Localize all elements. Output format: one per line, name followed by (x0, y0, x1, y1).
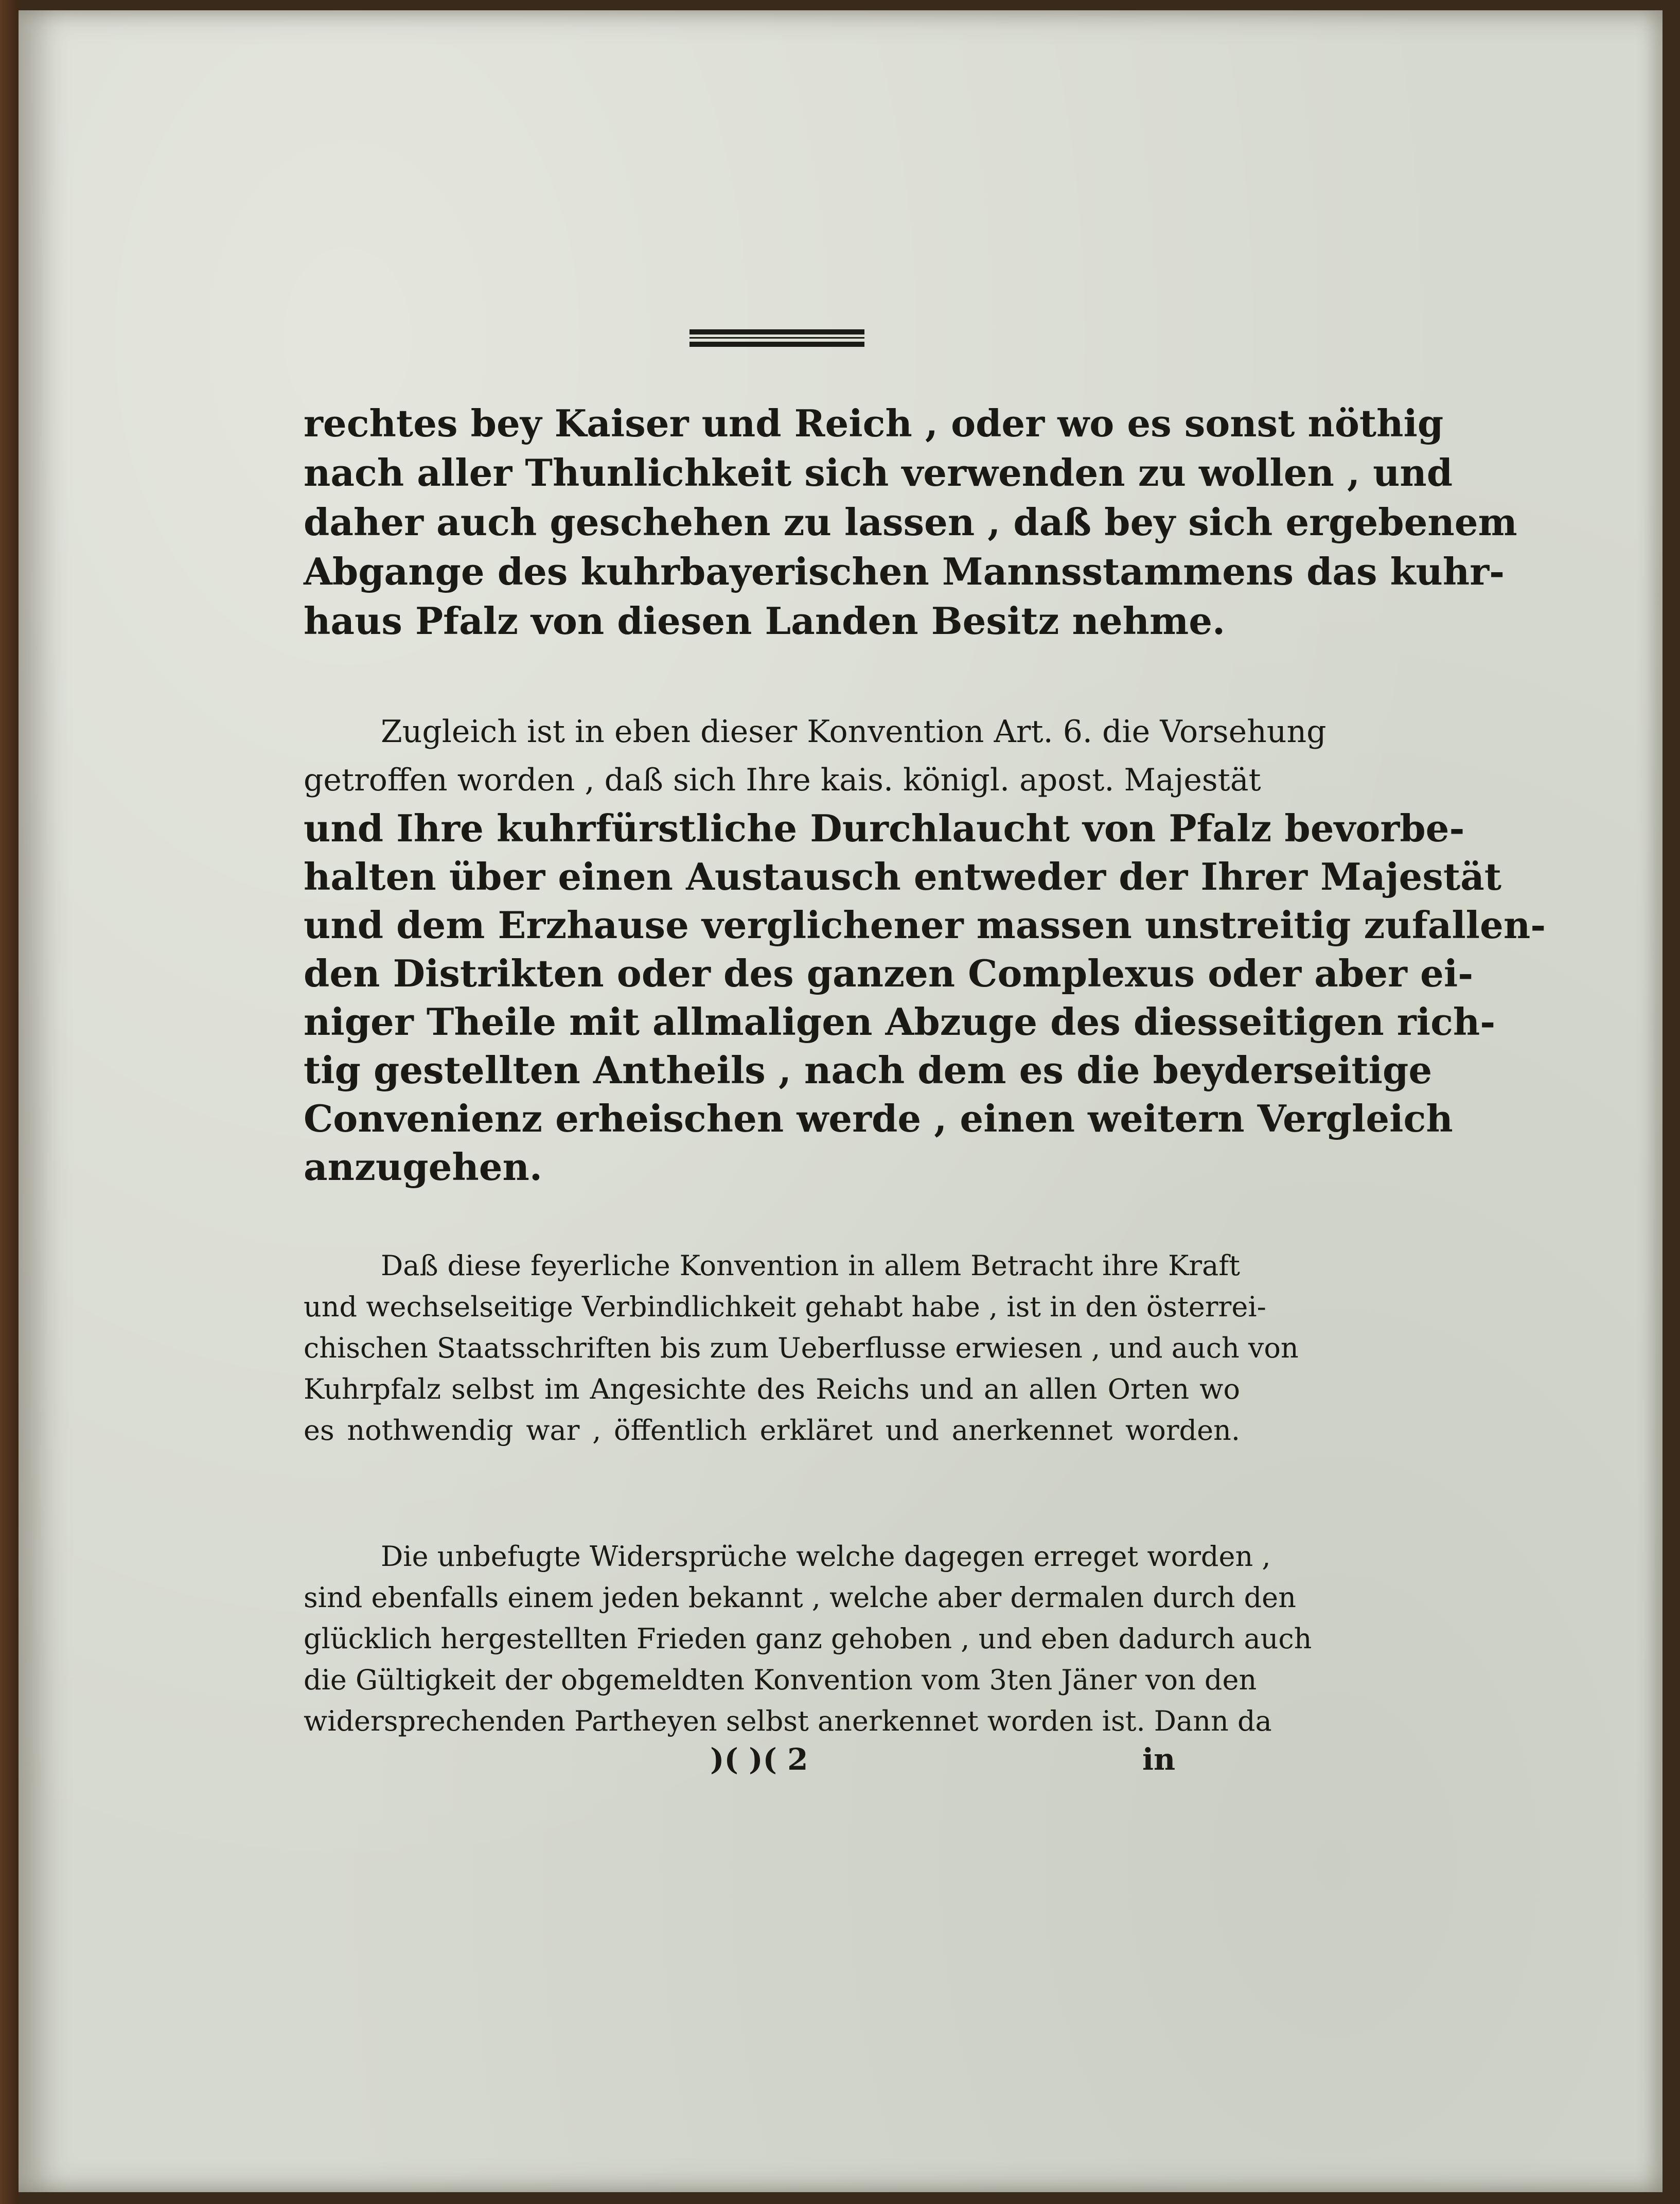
text-line: tig gestellten Antheils , nach dem es die beyderseitige (304, 1048, 1433, 1092)
text-line: widersprechenden Partheyen selbst anerkennet worden ist. Dann da (304, 1705, 1272, 1737)
text-line: Kuhrpfalz selbst im Angesichte des Reichs und an allen Orten wo (304, 1373, 1240, 1405)
text-line: den Distrikten oder des ganzen Complexus oder aber ei- (304, 951, 1474, 995)
text-line: Convenienz erheischen werde , einen weitern Vergleich (304, 1097, 1453, 1140)
text-line: Daß diese feyerliche Konvention in allem Betracht ihre Kraft (381, 1249, 1240, 1282)
catchword: in (1142, 1742, 1176, 1777)
text-line: halten über einen Austausch entweder der Ihrer Majestät (304, 855, 1502, 898)
text-line: und wechselseitige Verbindlichkeit gehabt habe , ist in den österrei- (304, 1291, 1266, 1323)
paragraph-continuation (304, 399, 1517, 646)
text-line: es nothwendig war , öffentlich erkläret und anerkennet worden. (304, 1414, 1240, 1447)
text-line: haus Pfalz von diesen Landen Besitz nehme. (304, 599, 1226, 643)
text-line: chischen Staatsschriften bis zum Ueberflusse erwiesen , und auch von (304, 1332, 1299, 1364)
book-binding-edge (0, 0, 19, 2204)
paragraph-convention-validity (304, 1245, 1299, 1451)
paragraph-article-6 (304, 708, 1546, 1191)
text-line: und Ihre kuhrfürstliche Durchlaucht von Pfalz bevorbe- (304, 806, 1465, 850)
text-line: Abgange des kuhrbayerischen Mannsstammens das kuhr- (304, 550, 1505, 593)
text-line: daher auch geschehen zu lassen , daß bey sich ergebenem (304, 500, 1517, 544)
text-line: rechtes bey Kaiser und Reich , oder wo es sonst nöthig (304, 401, 1444, 445)
ornamental-header-rule (689, 329, 864, 347)
text-line: die Gültigkeit der obgemeldten Konvention vom 3ten Jäner von den (304, 1664, 1257, 1696)
text-line: niger Theile mit allmaligen Abzuge des diesseitigen rich- (304, 1000, 1496, 1044)
text-line: glücklich hergestellten Frieden ganz gehoben , und eben dadurch auch (304, 1623, 1312, 1655)
signature-mark: )( )( 2 (710, 1742, 808, 1777)
text-line: anzugehen. (304, 1145, 542, 1189)
text-line: getroffen worden , daß sich Ihre kais. königl. apost. Majestät (304, 762, 1261, 798)
paragraph-objections (304, 1536, 1312, 1742)
text-line: Die unbefugte Widersprüche welche dagegen erreget worden , (381, 1540, 1271, 1573)
text-line: nach aller Thunlichkeit sich verwenden zu wollen , und (304, 451, 1453, 495)
text-line: und dem Erzhause verglichener massen unstreitig zufallen- (304, 903, 1546, 947)
text-line: sind ebenfalls einem jeden bekannt , welche aber dermalen durch den (304, 1581, 1296, 1614)
text-line: Zugleich ist in eben dieser Konvention Art. 6. die Vorsehung (381, 714, 1327, 750)
